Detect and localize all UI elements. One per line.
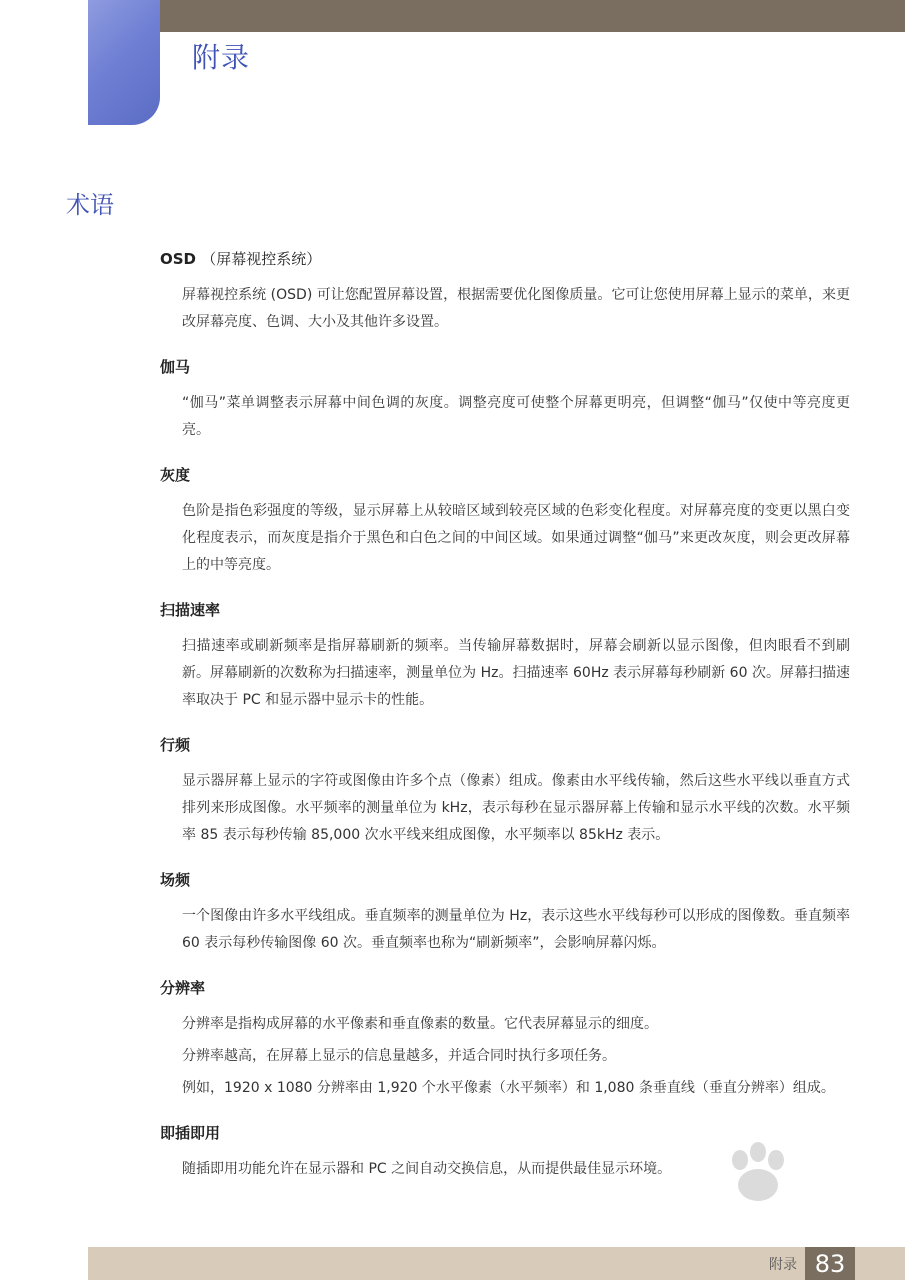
term-description: 扫描速率或刷新频率是指屏幕刷新的频率。当传输屏幕数据时，屏幕会刷新以显示图像，但肉眼看不到刷新。屏幕刷新的次数称为扫描速率，测量单位为 Hz。扫描速率 60Hz 表示屏幕每秒刷新 60 次。屏幕扫描速率取决于 PC 和显示器中显示卡的性能。 [182,638,850,708]
term-entry-horizontal-frequency [160,734,850,849]
section-title: 术语 [66,191,114,219]
term-entry-gamma [160,356,850,444]
term-description: 色阶是指色彩强度的等级，显示屏幕上从较暗区域到较亮区域的色彩变化程度。对屏幕亮度的变更以黑白变化程度表示，而灰度是指介于黑色和白色之间的中间区域。如果通过调整“伽马”来更改灰度，则会更改屏幕上的中等亮度。 [182,503,850,573]
term-heading: 伽马 [160,358,191,376]
term-entry-osd [160,248,850,336]
term-heading: 即插即用 [160,1124,221,1142]
term-description: 一个图像由许多水平线组成。垂直频率的测量单位为 Hz，表示这些水平线每秒可以形成的图像数。垂直频率 60 表示每秒传输图像 60 次。垂直频率也称为“刷新频率”，会影响屏幕闪烁。 [182,908,850,951]
term-description: 显示器屏幕上显示的字符或图像由许多个点（像素）组成。像素由水平线传输，然后这些水平线以垂直方式排列来形成图像。水平频率的测量单位为 kHz，表示每秒在显示器屏幕上传输和显示水平线的次数。水平频率 85 表示每秒传输 85,000 次水平线来组成图像，水平频率以 85kHz 表示。 [182,773,850,843]
chapter-tab [88,0,160,125]
term-name-sub: （屏幕视控系统） [201,250,322,268]
term-description: 例如，1920 x 1080 分辨率由 1,920 个水平像素（水平频率）和 1,080 条垂直线（垂直分辨率）组成。 [182,1080,835,1096]
term-description: 随插即用功能允许在显示器和 PC 之间自动交换信息，从而提供最佳显示环境。 [182,1161,672,1177]
term-entry-grayscale [160,464,850,579]
page-number: 83 [805,1247,855,1280]
term-entry-vertical-frequency [160,869,850,957]
term-entry-scan-rate [160,599,850,714]
term-heading: 场频 [160,871,191,889]
term-heading: 行频 [160,736,191,754]
term-heading: 扫描速率 [160,601,221,619]
footer-chapter-label: 附录 [769,1257,797,1273]
term-heading: 灰度 [160,466,191,484]
terms-list [160,248,850,1203]
term-description: 分辨率越高，在屏幕上显示的信息量越多，并适合同时执行多项任务。 [182,1048,616,1064]
term-name: OSD [160,250,197,268]
chapter-title: 附录 [192,41,251,74]
term-description: “伽马”菜单调整表示屏幕中间色调的灰度。调整亮度可使整个屏幕更明亮，但调整“伽马”仅使中等亮度更亮。 [182,395,850,438]
term-description: 分辨率是指构成屏幕的水平像素和垂直像素的数量。它代表屏幕显示的细度。 [182,1016,658,1032]
term-heading: 分辨率 [160,979,206,997]
term-entry-resolution [160,977,850,1102]
term-description: 屏幕视控系统 (OSD) 可让您配置屏幕设置，根据需要优化图像质量。它可让您使用屏幕上显示的菜单，来更改屏幕亮度、色调、大小及其他许多设置。 [182,287,850,330]
term-heading [160,248,850,270]
watermark-logo [700,1140,860,1250]
top-bar [160,0,905,32]
